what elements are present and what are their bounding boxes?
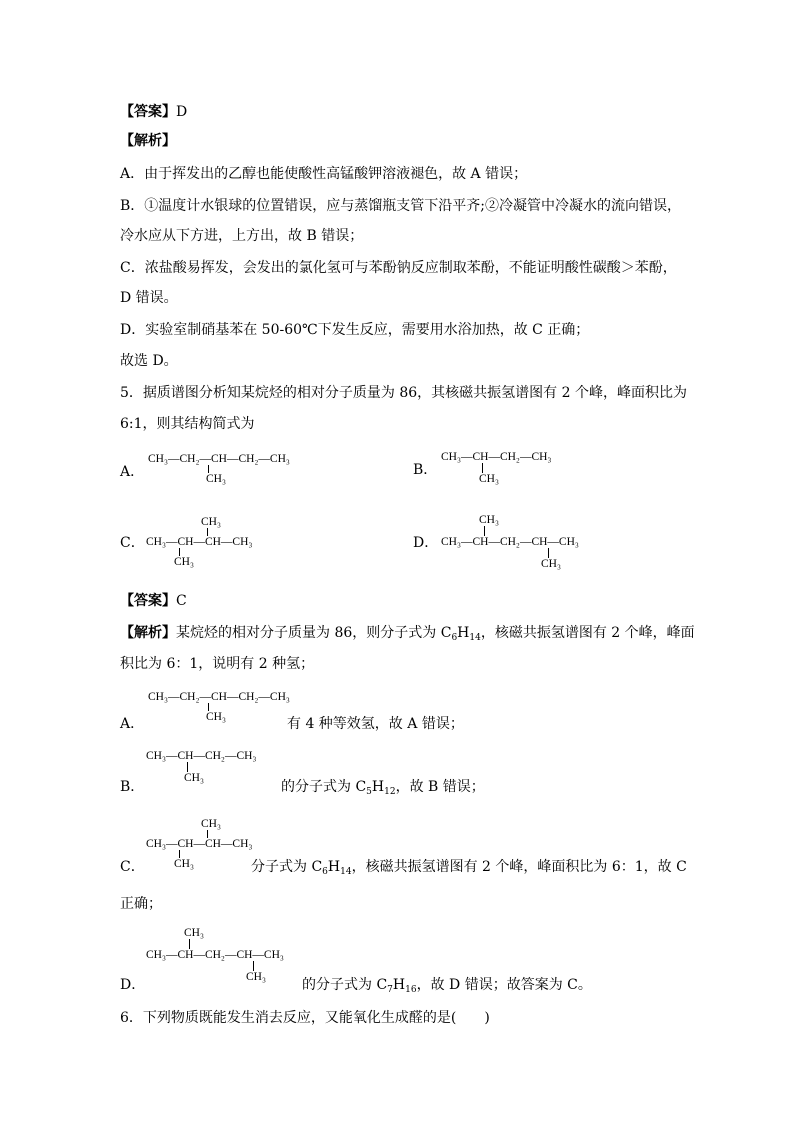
formula-main-chain: CH₃—CH—CH₂—CH₃	[146, 750, 257, 762]
bond-line	[208, 465, 209, 473]
formula-bottom-branch: CH₃	[246, 971, 266, 983]
analysis-c-line	[120, 857, 145, 877]
question-6-stem: 6．下列物质既能发生消去反应，又能氧化生成醛的是( )	[120, 1010, 490, 1026]
bond-line	[187, 762, 188, 772]
formula-main-chain: CH₃—CH₂—CH—CH₂—CH₃	[148, 691, 290, 703]
formula-main-chain: CH₃—CH—CH—CH₃	[146, 536, 253, 548]
analysis-text: ，核磁共振氢谱图有 2 个峰，峰面	[480, 625, 695, 641]
analysis-d-line	[120, 975, 145, 995]
analysis-text: ，故 B 错误；	[395, 779, 485, 795]
analysis-label	[120, 131, 176, 151]
analysis-text: ，故 D 错误；故答案为 C。	[416, 977, 592, 993]
bond-line	[189, 939, 190, 949]
analysis-c-continuation: 正确；	[120, 896, 162, 912]
analysis-text: ，核磁共振氢谱图有 2 个峰，峰面积比为 6：1，故 C	[351, 859, 687, 875]
analysis-text: H	[457, 625, 470, 641]
analysis-conclusion: 故选 D。	[120, 353, 178, 369]
subscript: 6	[451, 633, 458, 643]
formula-main-chain: CH₃—CH—CH—CH₃	[146, 838, 253, 850]
option-a-label: A．	[120, 464, 145, 480]
option-label: B．	[120, 779, 145, 795]
analysis-b-formula	[146, 750, 286, 786]
subscript: 7	[387, 985, 393, 995]
analysis-c-text	[251, 857, 687, 877]
bond-line	[207, 830, 208, 838]
formula-branch: CH₃	[206, 473, 226, 485]
analysis-option-a: A．由于挥发出的乙醇也能使酸性高锰酸钾溶液褪色，故 A 错误；	[120, 166, 528, 182]
option-c-formula	[146, 516, 256, 570]
formula-bottom-branch: CH₃	[174, 556, 194, 568]
bond-line	[482, 463, 483, 473]
option-a-formula	[148, 453, 298, 487]
answer-line	[120, 591, 187, 611]
analysis-option-c-line1: C．浓盐酸易挥发，会发出的氯化氢可与苯酚钠反应制取苯酚，不能证明酸性碳酸＞苯酚，	[120, 260, 677, 276]
bond-line	[179, 548, 180, 556]
subscript: 5	[366, 787, 372, 797]
analysis-text: 的分子式为 C	[302, 977, 388, 993]
subscript: 16	[405, 985, 417, 995]
formula-main-chain: CH₃—CH—CH₂—CH₃	[441, 451, 552, 463]
analysis-option-b-line1: B．①温度计水银球的位置错误，应与蒸馏瓶支管下沿平齐;②冷凝管中冷凝水的流向错误，	[120, 198, 682, 214]
analysis-line1	[120, 623, 695, 643]
analysis-text: 分子式为 C	[251, 859, 323, 875]
analysis-option-c-line2: D 错误。	[120, 290, 178, 306]
analysis-text: 的分子式为 C	[281, 779, 367, 795]
option-d-formula	[441, 514, 601, 570]
analysis-option-d: D．实验室制硝基苯在 50-60℃下发生反应，需要用水浴加热，故 C 正确；	[120, 322, 590, 338]
option-b-formula	[441, 451, 581, 487]
analysis-option-b-line2: 冷水应从下方进，上方出，故 B 错误；	[120, 228, 364, 244]
analysis-line2: 积比为 6：1，说明有 2 种氢；	[120, 656, 315, 672]
formula-top-branch: CH₃	[479, 514, 499, 526]
answer-value: C	[176, 593, 187, 609]
formula-bottom-branch: CH₃	[174, 858, 194, 870]
analysis-heading: 【解析】	[120, 625, 176, 641]
formula-bottom-branch: CH₃	[541, 558, 561, 570]
formula-top-branch: CH₃	[201, 818, 221, 830]
bond-line	[253, 961, 254, 971]
analysis-heading: 【解析】	[120, 133, 176, 149]
analysis-d-formula	[146, 927, 306, 983]
formula-main-chain: CH₃—CH—CH₂—CH—CH₃	[441, 536, 579, 548]
option-b-label: B．	[413, 462, 438, 478]
analysis-a-text: 有 4 种等效氢，故 A 错误；	[287, 716, 464, 732]
analysis-text: H	[371, 779, 385, 795]
subscript: 14	[469, 633, 481, 643]
option-c-label: C．	[120, 535, 145, 551]
formula-branch: CH₃	[206, 711, 226, 723]
analysis-b-text	[281, 777, 485, 797]
option-d-label: D．	[413, 535, 439, 551]
option-label: C．	[120, 859, 145, 875]
analysis-d-text	[302, 975, 592, 995]
option-label: D．	[120, 977, 146, 993]
bond-line	[484, 526, 485, 536]
answer-line	[120, 102, 187, 122]
answer-label: 【答案】	[120, 104, 176, 120]
analysis-b-line	[120, 777, 144, 797]
formula-main-chain: CH₃—CH₂—CH—CH₂—CH₃	[148, 453, 290, 465]
option-label: A．	[120, 716, 145, 732]
analysis-text: 某烷烃的相对分子质量为 86，则分子式为 C	[176, 625, 452, 641]
subscript: 14	[340, 867, 352, 877]
answer-value: D	[176, 104, 188, 120]
question-5-stem-line1: 5．据质谱图分析知某烷烃的相对分子质量为 86，其核磁共振氢谱图有 2 个峰，峰面积比为	[120, 385, 687, 401]
analysis-a-formula	[148, 691, 298, 725]
question-5-stem-line2: 6:1，则其结构简式为	[120, 416, 255, 432]
analysis-c-formula	[146, 818, 256, 872]
formula-main-chain: CH₃—CH—CH₂—CH—CH₃	[146, 949, 284, 961]
bond-line	[208, 703, 209, 711]
bond-line	[207, 528, 208, 536]
answer-label: 【答案】	[120, 593, 176, 609]
analysis-a-line	[120, 714, 144, 734]
bond-line	[179, 850, 180, 858]
formula-top-branch: CH₃	[201, 516, 221, 528]
formula-branch: CH₃	[184, 772, 204, 784]
analysis-text: H	[392, 977, 406, 993]
subscript: 6	[322, 867, 328, 877]
formula-top-branch: CH₃	[184, 927, 204, 939]
analysis-text: H	[327, 859, 341, 875]
formula-branch: CH₃	[479, 473, 499, 485]
subscript: 12	[384, 787, 396, 797]
bond-line	[548, 548, 549, 558]
